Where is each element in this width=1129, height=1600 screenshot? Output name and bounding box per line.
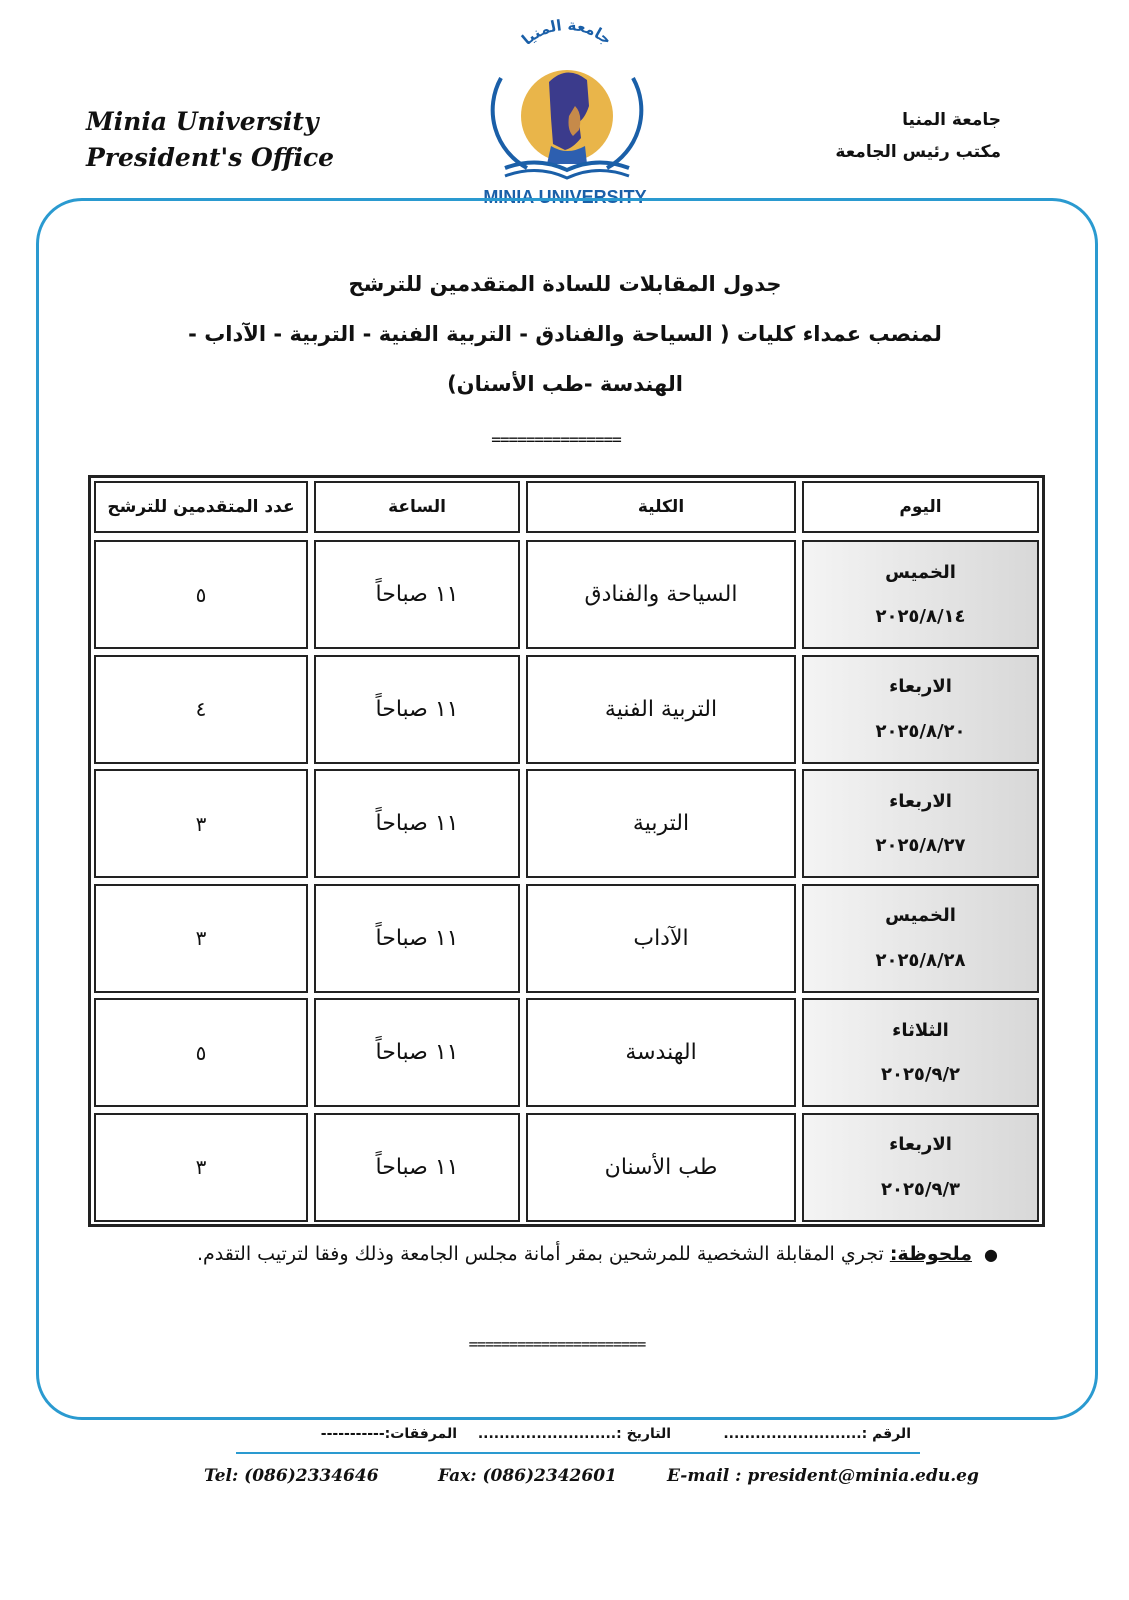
header-cell-count: [94, 481, 308, 533]
footer-email: E-mail : president@minia.edu.eg: [667, 1466, 979, 1486]
interview-time: ١١ صباحاً: [375, 811, 459, 836]
header-cell-time: [314, 481, 520, 533]
count-cell: [94, 769, 308, 878]
day-name: الاربعاء: [889, 790, 952, 812]
header-label-time: الساعة: [388, 497, 446, 517]
applicant-count: ٣: [195, 1155, 207, 1179]
count-cell: [94, 884, 308, 993]
day-cell: [802, 655, 1039, 764]
logo-caption: MINIA UNIVERSITY: [470, 187, 660, 208]
faculty-cell: [526, 769, 796, 878]
applicant-count: ٥: [195, 1040, 207, 1065]
svg-text:جامعة المنيا: جامعة المنيا: [518, 18, 616, 49]
day-name: الخميس: [885, 905, 956, 927]
count-cell: [94, 655, 308, 764]
note-separator: ======================: [468, 1335, 646, 1353]
faculty-cell: [526, 1113, 796, 1222]
footer-attachments: المرفقات:-----------: [320, 1426, 457, 1442]
header-en-office: President's Office: [86, 143, 335, 172]
header-ar-office: مكتب رئيس الجامعة: [835, 142, 1001, 162]
day-name: الثلاثاء: [892, 1019, 949, 1041]
day-cell: [802, 998, 1039, 1107]
day-cell: [802, 769, 1039, 878]
day-name: الاربعاء: [889, 676, 952, 698]
header-label-count: عدد المتقدمين للترشح: [107, 497, 295, 517]
faculty-cell: [526, 540, 796, 649]
time-cell: [314, 1113, 520, 1222]
time-cell: [314, 540, 520, 649]
header-cell-faculty: [526, 481, 796, 533]
faculty-cell: [526, 884, 796, 993]
title-line-3: الهندسة -طب الأسنان): [447, 372, 683, 396]
faculty-name: التربية الفنية: [604, 696, 718, 722]
day-date: ٢٠٢٥/٩/٣: [880, 1178, 961, 1200]
header-english: [86, 104, 346, 176]
header-en-university: Minia University: [86, 107, 319, 136]
day-cell: [802, 540, 1039, 649]
applicant-count: ٤: [195, 697, 207, 721]
count-cell: [94, 1113, 308, 1222]
faculty-cell: [526, 655, 796, 764]
header-ar-university: جامعة المنيا: [902, 110, 1001, 130]
day-cell: [802, 1113, 1039, 1222]
count-cell: [94, 540, 308, 649]
time-cell: [314, 769, 520, 878]
note-label: ملحوظة:: [889, 1243, 972, 1265]
footer-tel: Tel: (086)2334646: [204, 1466, 379, 1486]
header-arabic: [741, 104, 1001, 168]
header-cell-day: [802, 481, 1039, 533]
footer-divider: [236, 1452, 920, 1454]
day-name: الاربعاء: [889, 1134, 952, 1156]
time-cell: [314, 655, 520, 764]
interview-time: ١١ صباحاً: [375, 582, 459, 607]
footer-fax: Fax: (086)2342601: [438, 1466, 617, 1486]
note: [118, 1232, 998, 1277]
interview-time: ١١ صباحاً: [375, 925, 459, 951]
day-date: ٢٠٢٥/٨/٢٨: [875, 949, 966, 971]
day-date: ٢٠٢٥/٨/٢٠: [875, 720, 966, 742]
footer-ref-number: الرقم :..........................: [723, 1426, 911, 1442]
applicant-count: ٣: [195, 811, 207, 836]
title-line-2: لمنصب عمداء كليات ( السياحة والفنادق - التربية الفنية - التربية - الآداب -: [188, 322, 942, 346]
footer-date: التاريخ :..........................: [477, 1426, 671, 1442]
day-date: ٢٠٢٥/٨/٢٧: [875, 835, 966, 857]
interview-time: ١١ صباحاً: [375, 1154, 459, 1180]
day-date: ٢٠٢٥/٨/١٤: [875, 606, 966, 628]
applicant-count: ٥: [195, 582, 207, 607]
faculty-name: الآداب: [633, 925, 689, 951]
faculty-name: الهندسة: [625, 1040, 697, 1065]
schedule-grid: [94, 481, 1039, 1221]
title-line-1: جدول المقابلات للسادة المتقدمين للترشح: [348, 272, 782, 296]
applicant-count: ٣: [195, 926, 207, 950]
schedule-table: [88, 475, 1045, 1227]
bullet-icon: ●: [984, 1245, 998, 1264]
interview-time: ١١ صباحاً: [375, 696, 459, 722]
faculty-name: التربية: [632, 811, 690, 836]
time-cell: [314, 884, 520, 993]
faculty-name: طب الأسنان: [604, 1154, 718, 1180]
header-label-day: اليوم: [899, 497, 942, 517]
day-date: ٢٠٢٥/٩/٢: [880, 1064, 961, 1086]
note-text: تجري المقابلة الشخصية للمرشحين بمقر أمانة مجلس الجامعة وذلك وفقا لترتيب التقدم.: [196, 1243, 884, 1265]
title-separator: ===============: [491, 430, 621, 449]
header-label-faculty: الكلية: [637, 497, 685, 517]
time-cell: [314, 998, 520, 1107]
count-cell: [94, 998, 308, 1107]
day-name: الخميس: [885, 561, 956, 583]
interview-time: ١١ صباحاً: [375, 1040, 459, 1065]
day-cell: [802, 884, 1039, 993]
faculty-cell: [526, 998, 796, 1107]
faculty-name: السياحة والفنادق: [584, 582, 738, 607]
